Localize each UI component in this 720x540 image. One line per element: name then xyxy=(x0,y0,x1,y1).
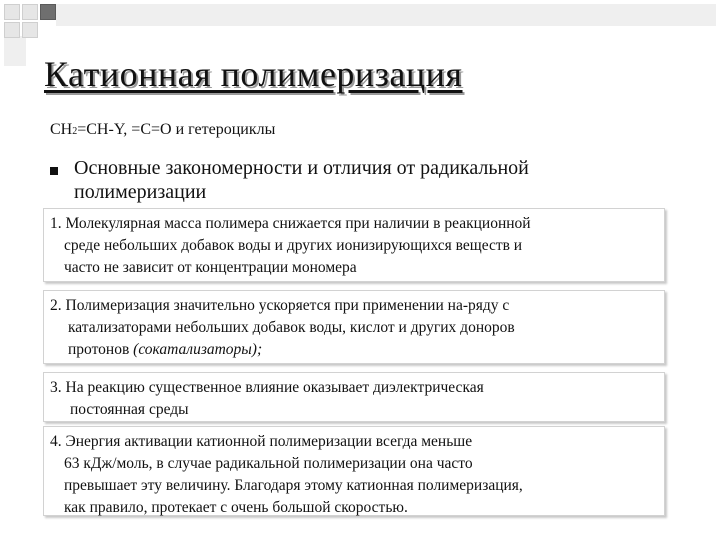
side-stripe xyxy=(4,36,26,66)
point-line: постоянная среды xyxy=(70,401,189,418)
decor-square xyxy=(22,4,38,20)
point-line: 1. Молекулярная масса полимера снижается при наличии в реакционной xyxy=(50,215,531,232)
decor-square xyxy=(4,4,20,20)
slide-title: Катионная полимеризация xyxy=(44,54,463,94)
point-line: часто не зависит от концентрации мономера xyxy=(64,259,357,276)
point-box-2 xyxy=(43,290,665,364)
point-line: как правило, протекает с очень большой скоростью. xyxy=(64,499,408,516)
point-line xyxy=(50,339,658,361)
cocatalysts-term: (сокатализаторы); xyxy=(133,341,263,358)
point-line: 3. На реакцию существенное влияние оказывает диэлектрическая xyxy=(50,379,484,396)
bullet-line: Основные закономерности и отличия от радикальной xyxy=(74,157,529,179)
bullet-line: полимеризации xyxy=(74,181,207,203)
point-line: среде небольших добавок воды и других ионизирующихся веществ и xyxy=(64,237,523,254)
point-box-1 xyxy=(43,208,665,282)
formula-prefix: CH xyxy=(50,121,73,138)
point-line: 2. Полимеризация значительно ускоряется при применении на-ряду с xyxy=(50,297,510,314)
point-line-text: протонов xyxy=(68,341,134,358)
point-box-3 xyxy=(43,372,665,422)
monomer-formula xyxy=(50,120,275,142)
point-line: 4. Энергия активации катионной полимеризации всегда меньше xyxy=(50,433,473,450)
decor-square xyxy=(4,22,20,38)
point-line: превышает эту величину. Благодаря этому катионная полимеризация, xyxy=(64,477,523,494)
formula-subscript: 2 xyxy=(72,126,78,137)
header-stripe xyxy=(56,4,716,26)
decor-square-dark xyxy=(40,4,56,20)
point-line: 63 кДж/моль, в случае радикальной полимеризации она часто xyxy=(64,455,473,472)
point-line: катализаторами небольших добавок воды, кислот и других доноров xyxy=(68,319,515,336)
formula-rest: =CH-Y, =C=O и гетероциклы xyxy=(77,121,276,138)
decor-square xyxy=(22,22,38,38)
point-box-4 xyxy=(43,426,665,516)
square-bullet-icon xyxy=(50,167,58,175)
bullet-text xyxy=(74,156,674,204)
